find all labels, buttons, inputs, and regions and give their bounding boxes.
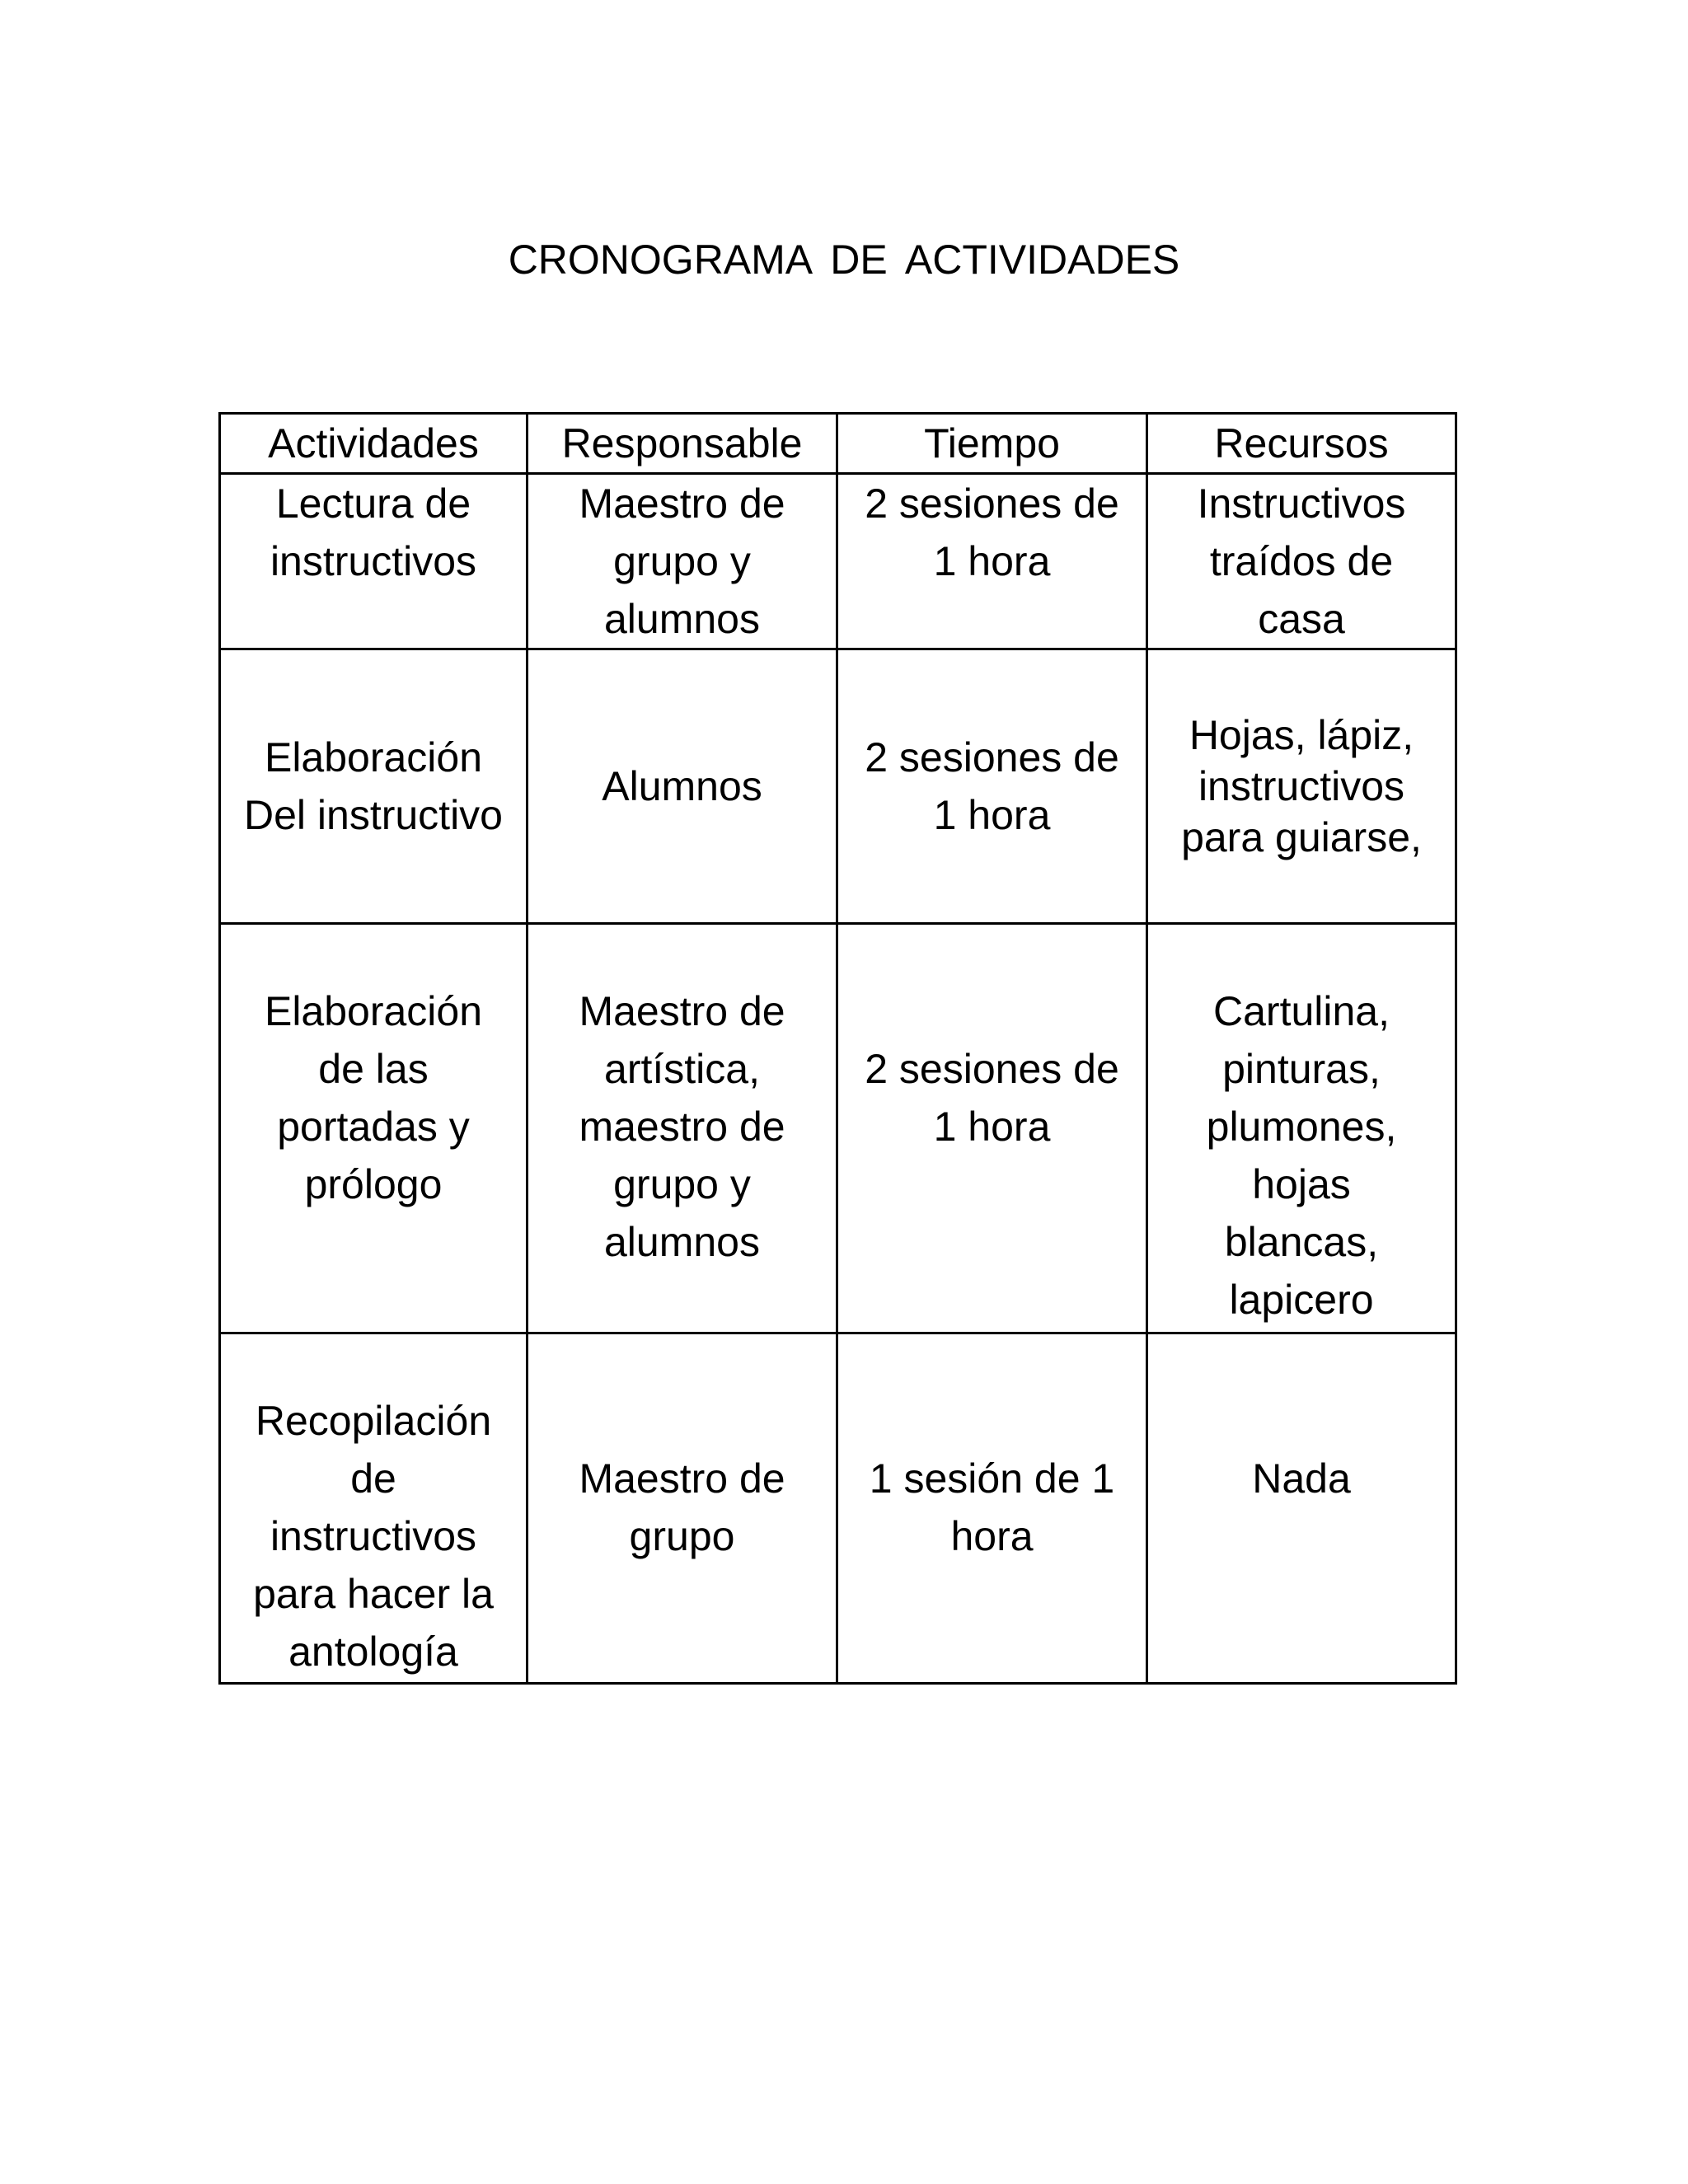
cell-text: 2 sesiones de 1 hora <box>865 1046 1119 1150</box>
table-row <box>220 474 1456 649</box>
column-header-tiempo: Tiempo <box>837 414 1147 474</box>
table-row <box>220 924 1456 1333</box>
cell-text: Maestro de artística, maestro de grupo y alumnos <box>579 988 785 1265</box>
table-cell-actividades <box>220 649 528 924</box>
table-cell-tiempo <box>837 924 1147 1333</box>
table-row <box>220 649 1456 924</box>
column-header-recursos: Recursos <box>1147 414 1456 474</box>
cell-text: Instructivos traídos de casa <box>1197 480 1406 642</box>
table-cell-actividades <box>220 474 528 649</box>
table-cell-actividades <box>220 924 528 1333</box>
cell-text: Cartulina, pinturas, plumones, hojas blancas, lapicero <box>1206 988 1397 1323</box>
table-cell-recursos <box>1147 1333 1456 1684</box>
table-cell-actividades <box>220 1333 528 1684</box>
table-cell-tiempo <box>837 649 1147 924</box>
column-header-responsable: Responsable <box>528 414 837 474</box>
table-cell-responsable <box>528 1333 837 1684</box>
cell-text: Recopilación de instructivos para hacer la antología <box>253 1398 494 1675</box>
cell-text: Elaboración de las portadas y prólogo <box>264 988 483 1207</box>
cell-text: 2 sesiones de 1 hora <box>865 480 1119 584</box>
schedule-table <box>218 412 1457 1685</box>
page-title: CRONOGRAMA DE ACTIVIDADES <box>508 237 1180 283</box>
cell-text: Lectura de instructivos <box>270 480 477 584</box>
cell-text: Maestro de grupo y alumnos <box>579 480 785 642</box>
table-cell-recursos <box>1147 474 1456 649</box>
column-header-actividades: Actividades <box>220 414 528 474</box>
table-cell-recursos <box>1147 649 1456 924</box>
table-cell-recursos <box>1147 924 1456 1333</box>
table-cell-responsable <box>528 474 837 649</box>
cell-text: Elaboración Del instructivo <box>244 734 503 838</box>
table-cell-responsable <box>528 924 837 1333</box>
table-cell-responsable <box>528 649 837 924</box>
cell-text: Maestro de grupo <box>579 1455 785 1559</box>
table-cell-tiempo <box>837 474 1147 649</box>
cell-text: Alumnos <box>602 763 762 809</box>
cell-text: 2 sesiones de 1 hora <box>865 734 1119 838</box>
cell-text: 1 sesión de 1 hora <box>869 1455 1115 1559</box>
cell-text: Hojas, lápiz, instructivos para guiarse, <box>1181 712 1422 860</box>
table-cell-tiempo <box>837 1333 1147 1684</box>
table-header-row <box>220 414 1456 474</box>
table-row <box>220 1333 1456 1684</box>
cell-text: Nada <box>1252 1455 1351 1502</box>
